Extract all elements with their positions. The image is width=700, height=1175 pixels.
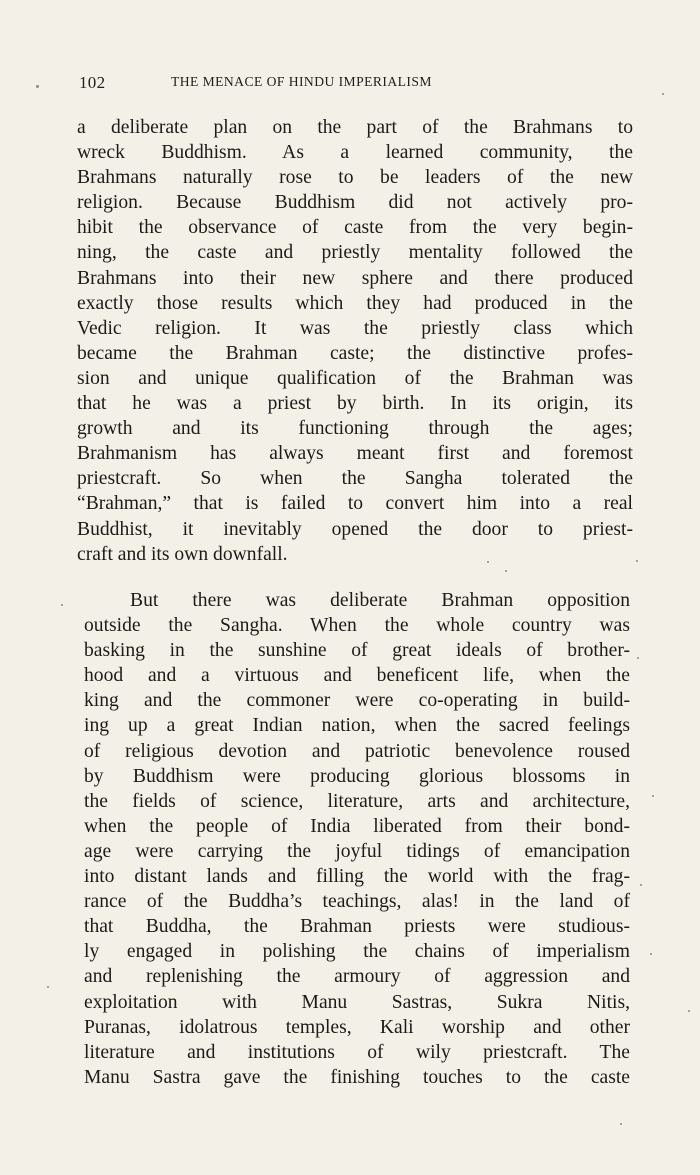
text-line: age were carrying the joyful tidings of emancipation (84, 840, 630, 862)
text-line: a deliberate plan on the part of the Brahmans to (77, 117, 633, 138)
print-speck (636, 560, 638, 562)
text-line: ly engaged in polishing the chains of imperialism (84, 941, 630, 963)
print-speck (652, 795, 654, 797)
text-line: sion and unique qualification of the Brahman was (77, 367, 633, 389)
text-line: But there was deliberate Brahman opposition (130, 590, 630, 611)
text-line: outside the Sangha. When the whole country was (84, 615, 630, 637)
text-line: growth and its functioning through the ages; (77, 418, 633, 440)
print-speck (36, 85, 39, 88)
page-number: 102 (79, 73, 106, 92)
text-line: religion. Because Buddhism did not actively pro- (77, 192, 633, 214)
print-speck (688, 1010, 690, 1012)
print-speck (620, 1123, 622, 1125)
print-speck (47, 986, 49, 988)
text-line: priestcraft. So when the Sangha tolerated the (77, 468, 633, 490)
text-line: exactly those results which they had produced in the (77, 292, 633, 314)
text-line: literature and institutions of wily priestcraft. The (84, 1041, 630, 1063)
text-line: hood and a virtuous and beneficent life, when the (84, 665, 630, 687)
running-title: THE MENACE OF HINDU IMPERIALISM (171, 74, 432, 89)
text-line: the fields of science, literature, arts and architecture, (84, 790, 630, 812)
print-speck (505, 570, 507, 572)
text-line: and replenishing the armoury of aggression and (84, 966, 630, 988)
text-line: ning, the caste and priestly mentality followed the (77, 242, 633, 264)
text-line: Puranas, idolatrous temples, Kali worship and other (84, 1016, 630, 1038)
text-line: into distant lands and filling the world with the frag- (84, 866, 630, 888)
text-line: exploitation with Manu Sastras, Sukra Nitis, (84, 991, 630, 1013)
page-header (79, 73, 549, 95)
print-speck (637, 657, 639, 659)
text-line: that Buddha, the Brahman priests were studious- (84, 916, 630, 938)
text-line: that he was a priest by birth. In its origin, its (77, 393, 633, 415)
text-line: craft and its own downfall. (77, 543, 288, 565)
print-speck (662, 93, 664, 95)
paragraph-2 (84, 588, 630, 1090)
text-line: Buddhist, it inevitably opened the door to priest- (77, 518, 633, 540)
text-line: king and the commoner were co-operating in build- (84, 690, 630, 712)
text-line: wreck Buddhism. As a learned community, the (77, 142, 633, 164)
text-line: hibit the observance of caste from the very begin- (77, 217, 633, 239)
text-line: Brahmanism has always meant first and foremost (77, 443, 633, 465)
print-speck (61, 604, 63, 606)
print-speck (650, 953, 652, 955)
text-line: Brahmans naturally rose to be leaders of the new (77, 167, 633, 189)
text-line: by Buddhism were producing glorious blossoms in (84, 765, 630, 787)
text-line: became the Brahman caste; the distinctive profes- (77, 342, 633, 364)
text-line: of religious devotion and patriotic benevolence roused (84, 740, 630, 762)
text-line: rance of the Buddha’s teachings, alas! in the land of (84, 891, 630, 913)
print-speck (640, 884, 642, 886)
text-line: basking in the sunshine of great ideals of brother- (84, 640, 630, 662)
text-line: Brahmans into their new sphere and there produced (77, 267, 633, 289)
paragraph-1 (77, 115, 633, 567)
text-line: ing up a great Indian nation, when the sacred feelings (84, 715, 630, 737)
text-line: Vedic religion. It was the priestly class which (77, 317, 633, 339)
text-line: when the people of India liberated from their bond- (84, 815, 630, 837)
print-speck (487, 561, 489, 563)
text-line: “Brahman,” that is failed to convert him into a real (77, 493, 633, 515)
text-line: Manu Sastra gave the finishing touches to the caste (84, 1066, 630, 1088)
